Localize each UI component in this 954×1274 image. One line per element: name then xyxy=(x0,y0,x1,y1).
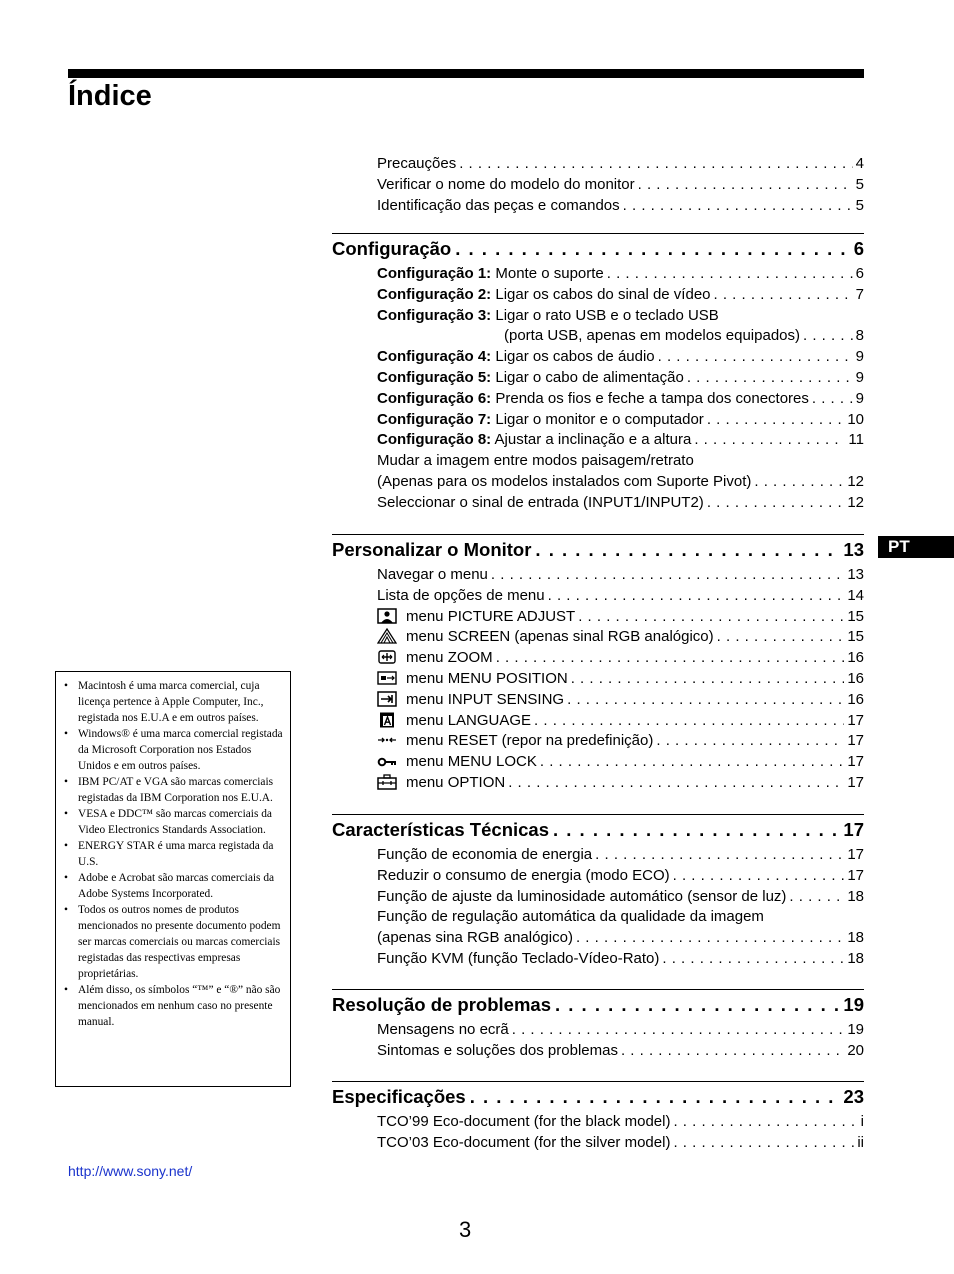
entry-label: Monte o suporte xyxy=(495,265,604,282)
trademark-box xyxy=(55,671,291,1087)
dot-leader xyxy=(714,285,853,306)
entry-label: menu ZOOM xyxy=(406,649,493,667)
entry-label: Ligar o monitor e o computador xyxy=(495,410,704,428)
dot-leader xyxy=(694,430,845,451)
entry-label: TCO’03 Eco-document (for the silver model) xyxy=(377,1133,671,1151)
toc-entry[interactable] xyxy=(377,347,864,368)
heading-label: Especificações xyxy=(332,1086,466,1107)
entry-page: 16 xyxy=(847,690,864,708)
language-icon xyxy=(377,712,397,728)
entry-page: 9 xyxy=(855,348,864,366)
entry-label: Ajustar a inclinação e a altura xyxy=(494,431,692,449)
trademark-note: • IBM PC/AT e VGA são marcas comerciais registadas da IBM Corporation nos E.U.A. xyxy=(64,774,284,806)
entry-label: Função KVM (função Teclado-Vídeo-Rato) xyxy=(377,949,660,967)
dot-leader xyxy=(638,175,853,196)
entry-label: menu PICTURE ADJUST xyxy=(406,607,576,625)
dot-leader xyxy=(508,773,844,794)
entry-label: Mudar a imagem entre modos paisagem/retrato xyxy=(377,452,694,470)
toc-entry[interactable] xyxy=(377,648,864,669)
section-resolucao xyxy=(332,989,864,1062)
dot-leader xyxy=(455,234,849,264)
entry-page: ii xyxy=(857,1133,864,1151)
section-heading[interactable] xyxy=(332,815,864,845)
entry-label: Ligar os cabos de áudio xyxy=(495,348,655,366)
entry-label: menu INPUT SENSING xyxy=(406,690,565,708)
step-label: Configuração 4: xyxy=(377,348,492,366)
section-configuracao xyxy=(332,233,864,514)
toc-entry[interactable] xyxy=(377,368,864,389)
section-especificacoes xyxy=(332,1081,864,1154)
dot-leader xyxy=(555,990,839,1020)
entry-label: Ligar o cabo de alimentação xyxy=(495,368,684,386)
entry-label: Ligar o rato USB e o teclado USB xyxy=(495,306,719,324)
dot-leader xyxy=(803,326,853,347)
toc-entry[interactable] xyxy=(377,1020,864,1041)
entry-label: Ligar os cabos do sinal de vídeo xyxy=(495,285,711,303)
entry-page: 15 xyxy=(847,607,864,625)
entry-page: 4 xyxy=(855,155,864,172)
entry-page: 5 xyxy=(855,175,864,193)
section-heading[interactable] xyxy=(332,234,864,264)
entry-page: 16 xyxy=(847,669,864,687)
toc-entry[interactable] xyxy=(377,711,864,732)
step-label: Configuração 3: xyxy=(377,306,492,324)
toc-entry[interactable] xyxy=(377,306,864,327)
trademark-note: • Windows® é uma marca comercial registada da Microsoft Corporation nos Estados Unidos e em outros países. xyxy=(64,726,284,774)
toc-entry[interactable] xyxy=(377,326,864,347)
title-rule xyxy=(68,69,864,78)
dot-leader xyxy=(567,690,844,711)
dot-leader xyxy=(535,535,839,565)
entry-label: menu SCREEN (apenas sinal RGB analógico) xyxy=(406,628,714,646)
entry-page: 17 xyxy=(847,711,864,729)
entry-label: Reduzir o consumo de energia (modo ECO) xyxy=(377,866,670,884)
entry-page: 12 xyxy=(847,493,864,511)
entry-page: 16 xyxy=(847,649,864,667)
entry-label: (porta USB, apenas em modelos equipados) xyxy=(504,327,801,345)
trademark-note: • VESA e DDC™ são marcas comerciais da Video Electronics Standards Association. xyxy=(64,806,284,838)
heading-page: 17 xyxy=(843,819,864,840)
entry-label: TCO’99 Eco-document (for the black model) xyxy=(377,1113,671,1130)
entry-page: 17 xyxy=(847,753,864,771)
zoom-icon xyxy=(377,649,397,665)
toc-entry[interactable] xyxy=(377,949,864,970)
entry-label: Precauções xyxy=(377,155,457,172)
dot-leader xyxy=(789,887,844,908)
step-label: Configuração 8: xyxy=(377,431,492,449)
toc-entry[interactable] xyxy=(377,472,864,493)
toc-entry[interactable] xyxy=(377,410,864,431)
entry-label: Navegar o menu xyxy=(377,566,488,583)
input-sensing-icon xyxy=(377,691,397,707)
entry-page: 17 xyxy=(847,846,864,863)
entry-page: 5 xyxy=(855,196,864,214)
dot-leader xyxy=(548,586,845,607)
toc-entry[interactable] xyxy=(377,154,864,175)
dot-leader xyxy=(707,493,845,514)
entry-label: (apenas sina RGB analógico) xyxy=(377,929,573,947)
dot-leader xyxy=(707,410,845,431)
dot-leader xyxy=(621,1041,844,1062)
entry-label: Seleccionar o sinal de entrada (INPUT1/INPUT2) xyxy=(377,493,704,511)
page-number: 3 xyxy=(459,1217,472,1242)
entry-page: 7 xyxy=(855,285,864,303)
entry-page: 15 xyxy=(847,628,864,646)
dot-leader xyxy=(662,949,844,970)
dot-leader xyxy=(553,815,839,845)
toc-entry[interactable] xyxy=(377,430,864,451)
dot-leader xyxy=(623,196,853,217)
dot-leader xyxy=(673,1112,857,1133)
toc-entry[interactable] xyxy=(377,175,864,196)
entry-page: 9 xyxy=(855,389,864,407)
heading-page: 6 xyxy=(853,238,864,259)
entry-page: 8 xyxy=(855,327,864,345)
menu-position-icon xyxy=(377,670,397,686)
page-title: Índice xyxy=(68,80,152,112)
screen-icon xyxy=(377,628,397,644)
dot-leader xyxy=(459,154,852,175)
entry-page: 10 xyxy=(847,410,864,428)
section-heading[interactable] xyxy=(332,1082,864,1112)
dot-leader xyxy=(607,264,853,285)
toc-entry[interactable] xyxy=(377,1041,864,1062)
toc-entry[interactable] xyxy=(377,669,864,690)
trademark-note: • Adobe e Acrobat são marcas comerciais da Adobe Systems Incorporated. xyxy=(64,870,284,902)
section-personalizar xyxy=(332,534,864,794)
heading-page: 13 xyxy=(843,539,864,560)
dot-leader xyxy=(687,368,853,389)
entry-label: Identificação das peças e comandos xyxy=(377,196,620,214)
toc-entry[interactable] xyxy=(377,731,864,752)
step-label: Configuração 2: xyxy=(377,285,492,303)
entry-label: Sintomas e soluções dos problemas xyxy=(377,1041,618,1059)
toc-entry[interactable] xyxy=(377,627,864,648)
toc-entry[interactable] xyxy=(377,773,864,794)
entry-page: 6 xyxy=(855,265,864,282)
toc-entry[interactable] xyxy=(377,389,864,410)
dot-leader xyxy=(754,472,844,493)
entry-page: 18 xyxy=(847,949,864,967)
dot-leader xyxy=(673,866,845,887)
entry-label: Função de regulação automática da qualidade da imagem xyxy=(377,908,764,926)
toc-entry[interactable] xyxy=(377,196,864,217)
entry-label: Mensagens no ecrã xyxy=(377,1021,509,1038)
dot-leader xyxy=(534,711,844,732)
entry-label: Função de economia de energia xyxy=(377,846,593,863)
toc-entry[interactable] xyxy=(377,928,864,949)
entry-page: i xyxy=(860,1113,864,1130)
toc-entry[interactable] xyxy=(377,845,864,866)
entry-label: Verificar o nome do modelo do monitor xyxy=(377,175,635,193)
dot-leader xyxy=(717,627,845,648)
step-label: Configuração 1: xyxy=(377,265,492,282)
entry-label: menu LANGUAGE xyxy=(406,711,532,729)
language-tab: PT xyxy=(878,536,954,558)
dot-leader xyxy=(512,1020,845,1041)
entry-label: menu MENU POSITION xyxy=(406,669,568,687)
entry-page: 19 xyxy=(847,1021,864,1038)
entry-page: 17 xyxy=(847,773,864,791)
heading-page: 23 xyxy=(843,1086,864,1107)
toc-entry[interactable] xyxy=(377,866,864,887)
heading-label: Personalizar o Monitor xyxy=(332,539,532,560)
dot-leader xyxy=(540,752,844,773)
trademark-note: • Além disso, os símbolos “™” e “®” não são mencionados em nenhum caso no presente manual. xyxy=(64,982,284,1030)
picture-adjust-icon xyxy=(377,608,397,624)
entry-label: Prenda os fios e feche a tampa dos conectores xyxy=(495,389,809,407)
dot-leader xyxy=(576,928,844,949)
entry-page: 17 xyxy=(847,866,864,884)
entry-page: 12 xyxy=(847,472,864,490)
entry-page: 9 xyxy=(855,368,864,386)
intro-list xyxy=(332,154,864,216)
section-caracteristicas xyxy=(332,814,864,970)
trademark-note: • ENERGY STAR é uma marca registada da U.S. xyxy=(64,838,284,870)
section-heading[interactable] xyxy=(332,535,864,565)
trademark-note: • Todos os outros nomes de produtos mencionados no presente documento podem ser marcas comerciais ou marcas comerciais registadas das respectivas empresas proprietárias. xyxy=(64,902,284,982)
dot-leader xyxy=(470,1082,840,1112)
toc-entry[interactable] xyxy=(377,1133,864,1154)
entry-page: 13 xyxy=(847,566,864,583)
heading-label: Configuração xyxy=(332,238,452,259)
entry-page: 11 xyxy=(848,431,864,449)
trademark-note: • Macintosh é uma marca comercial, cuja licença pertence à Apple Computer, Inc., registada nos E.U.A e em outros países. xyxy=(64,678,284,726)
toc-entry[interactable] xyxy=(377,607,864,628)
entry-label: Função de ajuste da luminosidade automático (sensor de luz) xyxy=(377,887,787,905)
sony-link[interactable]: http://www.sony.net/ xyxy=(68,1163,193,1179)
entry-page: 18 xyxy=(847,929,864,947)
toc-entry[interactable] xyxy=(377,451,864,472)
key-icon xyxy=(377,753,397,769)
toc-entry[interactable] xyxy=(377,493,864,514)
toc-entry[interactable] xyxy=(377,285,864,306)
dot-leader xyxy=(656,731,844,752)
toc-entry[interactable] xyxy=(377,264,864,285)
toc-entry[interactable] xyxy=(377,907,864,928)
entry-page: 20 xyxy=(847,1041,864,1059)
entry-label: Lista de opções de menu xyxy=(377,586,545,604)
entry-page: 14 xyxy=(847,586,864,604)
heading-label: Resolução de problemas xyxy=(332,994,551,1015)
step-label: Configuração 5: xyxy=(377,368,492,386)
section-heading[interactable] xyxy=(332,990,864,1020)
entry-label: (Apenas para os modelos instalados com Suporte Pivot) xyxy=(377,472,752,490)
heading-label: Características Técnicas xyxy=(332,819,549,840)
toc-entry[interactable] xyxy=(377,887,864,908)
entry-page: 17 xyxy=(847,732,864,750)
toc-entry[interactable] xyxy=(377,565,864,586)
entry-label: menu RESET (repor na predefinição) xyxy=(406,732,654,750)
toolbox-icon xyxy=(377,774,397,790)
heading-page: 19 xyxy=(843,994,864,1015)
toc-entry[interactable] xyxy=(377,690,864,711)
dot-leader xyxy=(595,845,844,866)
dot-leader xyxy=(812,389,853,410)
toc-entry[interactable] xyxy=(377,1112,864,1133)
dot-leader xyxy=(491,565,844,586)
step-label: Configuração 7: xyxy=(377,410,492,428)
dot-leader xyxy=(658,347,853,368)
step-label: Configuração 6: xyxy=(377,389,492,407)
dot-leader xyxy=(496,648,845,669)
entry-page: 18 xyxy=(847,887,864,905)
toc-entry[interactable] xyxy=(377,586,864,607)
reset-icon xyxy=(377,732,397,748)
toc-entry[interactable] xyxy=(377,752,864,773)
dot-leader xyxy=(578,607,844,628)
entry-label: menu MENU LOCK xyxy=(406,753,537,771)
dot-leader xyxy=(673,1133,854,1154)
dot-leader xyxy=(571,669,845,690)
entry-label: menu OPTION xyxy=(406,773,506,791)
